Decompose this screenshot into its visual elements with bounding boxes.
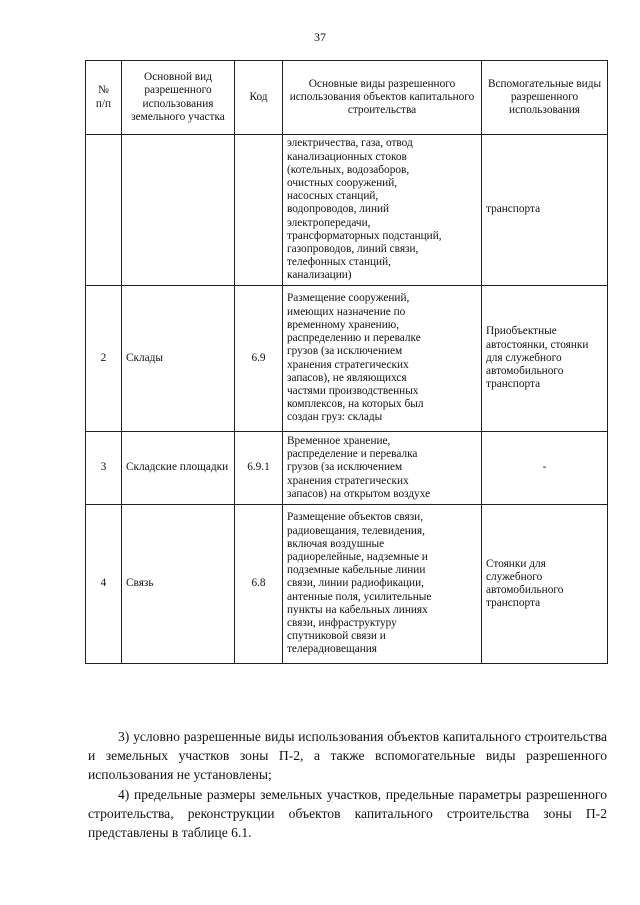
header-main-land-use: Основной вид разрешенного использования земельного участка xyxy=(122,61,235,135)
row-code: 6.8 xyxy=(235,505,283,664)
row-number: 4 xyxy=(86,505,122,664)
row-building-uses: Размещение сооружений, имеющих назначение по временному хранению, распределению и перевалке грузов (за исключением хранения стратегических запасов), не являющихся частями производственных комплексов, на которых был создан груз: склады xyxy=(283,286,482,432)
table-row xyxy=(86,286,608,432)
row-number xyxy=(86,135,122,286)
row-code: 6.9.1 xyxy=(235,432,283,505)
header-auxiliary-uses: Вспомогательные виды разрешенного использования xyxy=(482,61,608,135)
paragraph-conditional-uses: 3) условно разрешенные виды использования объектов капитального строительства и земельных участков зоны П-2, а также вспомогательные виды разрешенного использования не установлены; xyxy=(88,728,607,782)
row-land-use xyxy=(122,135,235,286)
table-row xyxy=(86,432,608,505)
row-land-use: Складские площадки xyxy=(122,432,235,505)
row-number: 2 xyxy=(86,286,122,432)
row-code xyxy=(235,135,283,286)
row-building-uses: Размещение объектов связи, радиовещания, телевидения, включая воздушные радиорелейные, надземные и подземные кабельные линии связи, линии радиофикации, антенные поля, усилительные пункты на кабельных линиях связи, инфраструктуру спутниковой связи и телерадиовещания xyxy=(283,505,482,664)
header-code: Код xyxy=(235,61,283,135)
header-number: № п/п xyxy=(86,61,122,135)
row-auxiliary-uses: транспорта xyxy=(482,135,608,286)
land-use-table xyxy=(85,60,608,664)
row-auxiliary-uses: - xyxy=(482,432,608,505)
table-row xyxy=(86,135,608,286)
paragraph-size-limits: 4) предельные размеры земельных участков, предельные параметры разрешенного строительства, реконструкции объектов капитального строительства зоны П-2 представлены в таблице 6.1. xyxy=(88,786,607,840)
row-number: 3 xyxy=(86,432,122,505)
row-building-uses: электричества, газа, отвод канализационных стоков (котельных, водозаборов, очистных сооружений, насосных станций, водопроводов, линий электропередачи, трансформаторных подстанций, газопроводов, линий связи, телефонных станций, канализации) xyxy=(283,135,482,286)
row-building-uses: Временное хранение, распределение и перевалка грузов (за исключением хранения стратегических запасов) на открытом воздухе xyxy=(283,432,482,505)
table-header-row xyxy=(86,61,608,135)
table-row xyxy=(86,505,608,664)
row-auxiliary-uses: Приобъектные автостоянки, стоянки для служебного автомобильного транспорта xyxy=(482,286,608,432)
header-building-uses: Основные виды разрешенного использования объектов капитального строительства xyxy=(283,61,482,135)
row-auxiliary-uses: Стоянки для служебного автомобильного транспорта xyxy=(482,505,608,664)
row-land-use: Склады xyxy=(122,286,235,432)
row-land-use: Связь xyxy=(122,505,235,664)
row-code: 6.9 xyxy=(235,286,283,432)
page-number: 37 xyxy=(314,30,326,44)
